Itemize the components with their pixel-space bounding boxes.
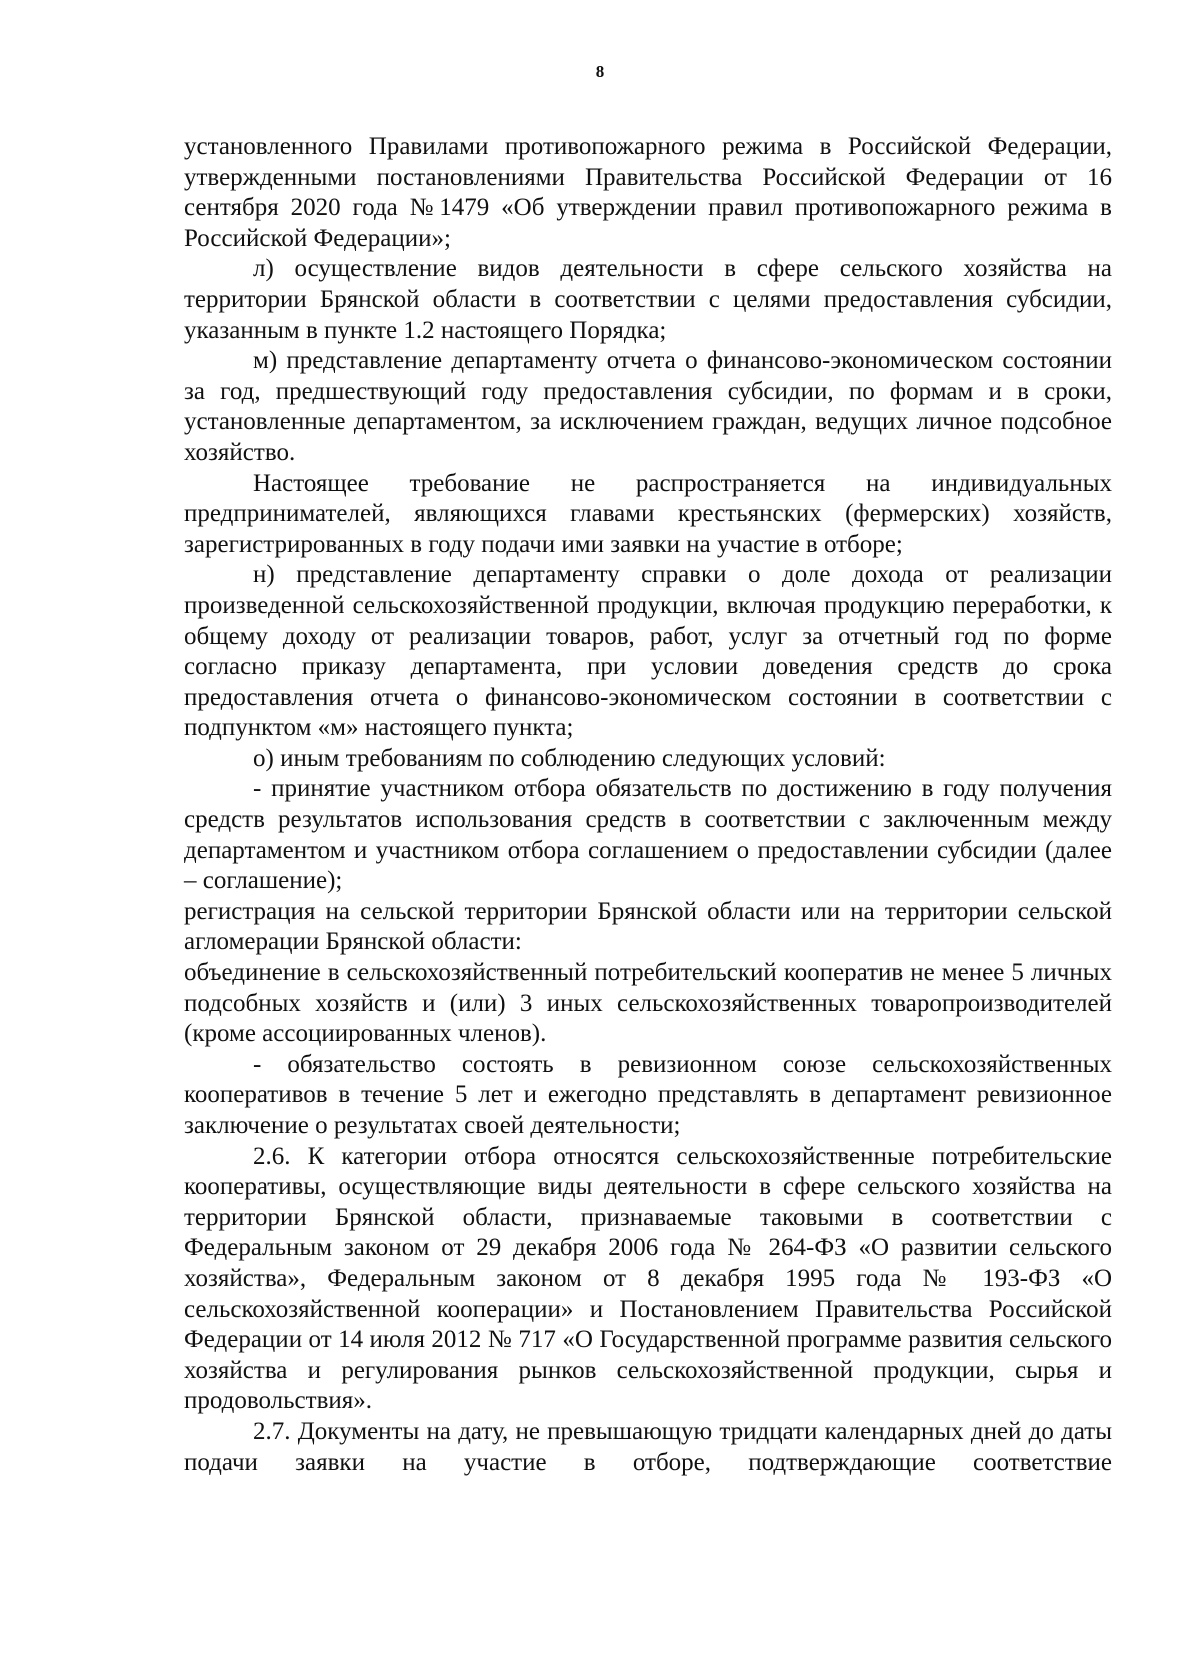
paragraph-item-m: м) представление департаменту отчета о финансово-экономическом состоянии за год, предшествующий году предоставления субсидии, по формам и в сроки, установленные департаментом, за исключением граждан, ведущих личное подсобное хозяйство. <box>184 347 1112 466</box>
paragraph-requirement-exception: Настоящее требование не распространяется на индивидуальных предпринимателей, являющихся главами крестьянских (фермерских) хозяйств, зарегистрированных в году подачи ими заявки на участие в отборе; <box>184 469 1112 558</box>
paragraph-registration: регистрация на сельской территории Брянской области или на территории сельской агломерации Брянской области: <box>184 897 1112 956</box>
paragraph-item-l: л) осуществление видов деятельности в сфере сельского хозяйства на территории Брянской области в соответствии с целями предоставления субсидии, указанным в пункте 1.2 настоящего Порядка; <box>184 255 1112 344</box>
paragraph-fire-regime: установленного Правилами противопожарного режима в Российской Федерации, утвержденными постановлениями Правительства Российской Федерации от 16 сентября 2020 года №1479 «Об утверждении правил противопожарного режима в Российской Федерации»; <box>184 133 1112 252</box>
paragraph-section-2-7: 2.7. Документы на дату, не превышающую тридцати календарных дней до даты подачи заявки на участие в отборе, подтверждающие соответствие <box>184 1417 1112 1476</box>
paragraph-item-o: о) иным требованиям по соблюдению следующих условий: <box>253 744 886 772</box>
paragraph-audit-union: - обязательство состоять в ревизионном союзе сельскохозяйственных кооперативов в течение 5 лет и ежегодно представлять в департамент ревизионное заключение о результатах своей деятельности; <box>184 1050 1112 1139</box>
paragraph-cooperative-union: объединение в сельскохозяйственный потребительский кооператив не менее 5 личных подсобных хозяйств и (или) 3 иных сельскохозяйственных товаропроизводителей (кроме ассоциированных членов). <box>184 959 1112 1048</box>
document-body <box>184 132 1112 1478</box>
paragraph-item-n: н) представление департаменту справки о доле дохода от реализации произведенной сельскохозяйственной продукции, включая продукцию переработки, к общему доходу от реализации товаров, работ, услуг за отчетный год по форме согласно приказу департамента, при условии доведения средств до срока предоставления отчета о финансово-экономическом состоянии в соответствии с подпунктом «м» настоящего пункта; <box>184 561 1112 742</box>
paragraph-obligation-results: - принятие участником отбора обязательств по достижению в году получения средств результатов использования средств в соответствии с заключенным между департаментом и участником отбора соглашением о предоставлении субсидии (далее – соглашение); <box>184 775 1112 895</box>
page-number: 8 <box>595 62 605 81</box>
paragraph-section-2-6: 2.6. К категории отбора относятся сельскохозяйственные потребительские кооперативы, осуществляющие виды деятельности в сфере сельского хозяйства на территории Брянской области, признаваемые таковыми в соответствии с Федеральным законом от 29 декабря 2006 года № 264-ФЗ «О развитии сельского хозяйства», Федеральным законом от 8 декабря 1995 года № 193-ФЗ «О сельскохозяйственной кооперации» и Постановлением Правительства Российской Федерации от 14 июля 2012 № 717 «О Государственной программе развития сельского хозяйства и регулирования рынков сельскохозяйственной продукции, сырья и продовольствия». <box>184 1142 1112 1415</box>
